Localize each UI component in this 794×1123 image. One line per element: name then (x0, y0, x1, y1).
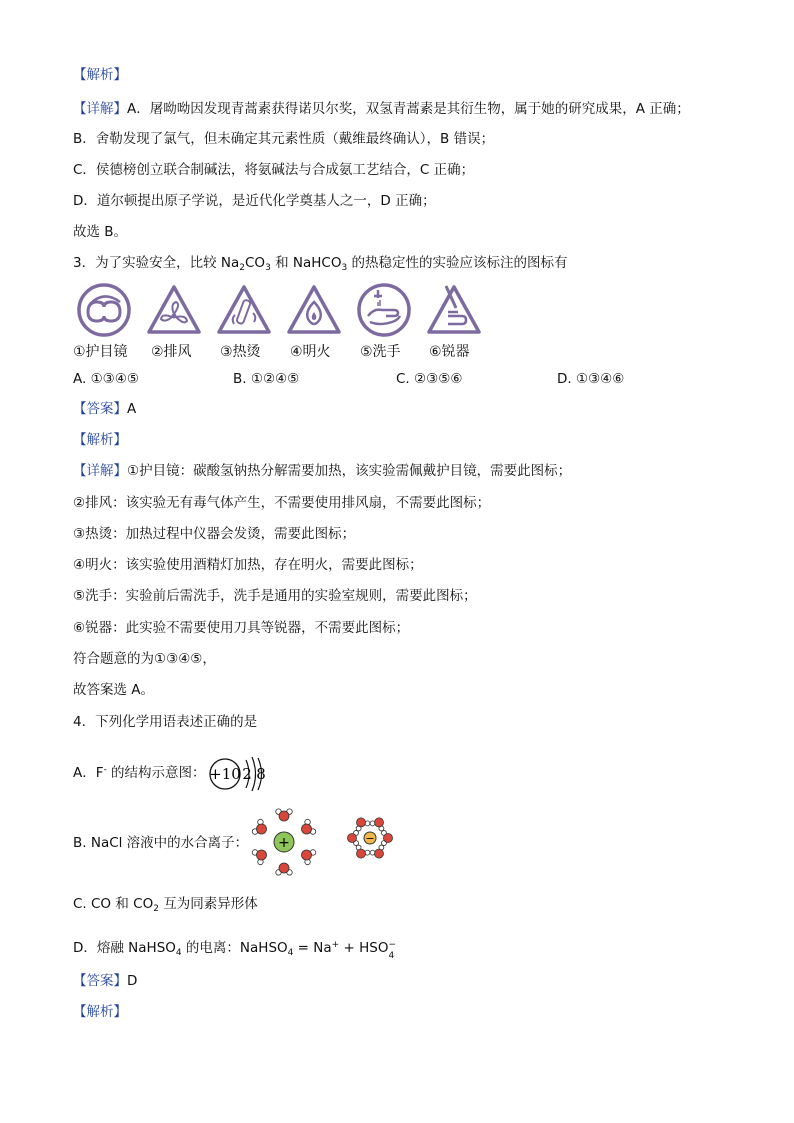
detail-wash: ⑤洗手：实验前后需洗手，洗手是通用的实验室规则，需要此图标； (73, 588, 477, 604)
analysis-heading-3: 【解析】 (73, 432, 127, 448)
detail-summary: 符合题意的为①③④⑤， (73, 651, 216, 667)
analysis-heading-4: 【解析】 (73, 1004, 127, 1020)
detail-line-3: 【详解】①护目镜：碳酸氢钠热分解需要加热，该实验需佩戴护目镜，需要此图标； (73, 463, 572, 479)
q4-option-c: C. CO 和 $CO_2$ 互为同素异形体 (73, 896, 258, 914)
q4-option-b: B. NaCl 溶液中的水合离子： (73, 835, 249, 851)
water-molecule (276, 809, 292, 821)
hydrated-anion (364, 832, 376, 845)
cation-sign: + (278, 835, 290, 851)
conclusion-line: 故选 B。 (73, 224, 128, 240)
explanation-line-b: B．舍勒发现了氯气，但未确定其元素性质（戴维最终确认），B 错误； (73, 131, 495, 147)
answer-4: 【答案】D (73, 973, 138, 989)
q3-option-c: C. ②③⑤⑥ (396, 371, 463, 387)
water-molecule (356, 818, 370, 831)
icon-label-1: ①护目镜 (73, 344, 128, 360)
fan-icon (146, 282, 202, 338)
q3-option-a: A. ①③④⑤ (73, 371, 139, 387)
answer-conclusion: 故答案选 A。 (73, 682, 155, 698)
open-flame-icon (286, 282, 342, 338)
hydrated-cation (274, 832, 294, 852)
q4-option-a: A．F- 的结构示意图： (73, 765, 206, 781)
explanation-line-d: D．道尔顿提出原子学说，是近代化学奠基人之一，D 正确； (73, 193, 436, 209)
icon-label-6: ⑥锐器 (429, 344, 470, 360)
water-molecule (252, 850, 266, 865)
water-molecule (276, 863, 292, 875)
shell-1-count: 2 (242, 765, 252, 783)
water-molecule (356, 845, 370, 858)
hot-surface-icon (216, 282, 272, 338)
explanation-line-c: C．侯德榜创立联合制碱法，将氨碱法与合成氨工艺结合，C 正确； (73, 162, 475, 178)
answer-3: 【答案】A (73, 401, 137, 417)
sharp-object-icon (426, 282, 482, 338)
q4-option-d: D．熔融 NaHSO$_4$ 的电离：NaHSO$_4$ = Na+ + HSO − 4 (73, 940, 396, 961)
wash-hands-icon (356, 282, 412, 338)
icon-label-4: ④明火 (290, 344, 331, 360)
water-molecule (348, 830, 359, 845)
icon-label-3: ③热烫 (220, 344, 261, 360)
q3-option-d: D. ①③④⑥ (557, 371, 625, 387)
fluoride-structure-diagram (208, 756, 278, 792)
water-molecule (370, 845, 384, 858)
water-molecule (370, 818, 384, 831)
question-3: 3．为了实验安全，比较 $Na_2CO_3$ 和 NaHCO$_3$ 的热稳定性的实验应该标注的图标有 (73, 255, 568, 273)
safety-icons (76, 282, 496, 338)
icon-label-2: ②排风 (151, 344, 192, 360)
water-molecule (302, 850, 316, 865)
detail-ventilation: ②排风：该实验无有毒气体产生，不需要使用排风扇，不需要此图标； (73, 495, 491, 511)
water-molecule (252, 819, 266, 834)
water-molecule (381, 830, 392, 845)
water-molecule (302, 819, 316, 834)
shell-2-count: 8 (256, 765, 266, 783)
detail-line: 【详解】A．屠呦呦因发现青蒿素获得诺贝尔奖，双氢青蒿素是其衍生物，属于她的研究成果，A 正确； (73, 101, 690, 117)
anion-sign: − (365, 832, 375, 845)
icon-label-5: ⑤洗手 (360, 344, 401, 360)
q3-option-b: B. ①②④⑤ (233, 371, 300, 387)
detail-hot: ③热烫：加热过程中仪器会发烫，需要此图标； (73, 526, 356, 542)
nucleus-charge: +10 (209, 765, 241, 783)
goggles-icon (76, 282, 132, 338)
hydrated-ions-diagram (250, 806, 410, 878)
detail-flame: ④明火：该实验使用酒精灯加热，存在明火，需要此图标； (73, 557, 423, 573)
detail-sharp: ⑥锐器：此实验不需要使用刀具等锐器，不需要此图标； (73, 620, 410, 636)
question-4: 4．下列化学用语表述正确的是 (73, 714, 258, 730)
analysis-heading: 【解析】 (73, 67, 127, 83)
